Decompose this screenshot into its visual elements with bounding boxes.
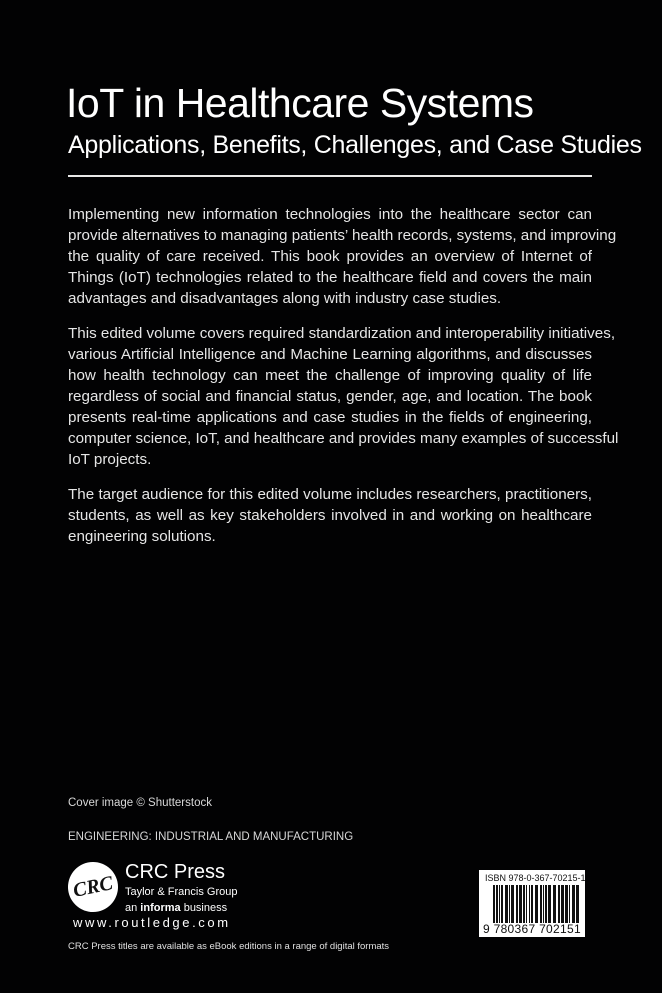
barcode-bar [529,885,530,923]
informa-line: an informa business [125,902,228,914]
divider [68,175,592,177]
barcode-bar [493,885,495,923]
barcode-bar [511,885,514,923]
barcode-bar [496,885,498,923]
barcode-bar [572,885,575,923]
paragraph [68,323,619,470]
barcode-bar [553,885,556,923]
ebook-note: CRC Press titles are available as eBook editions in a range of digital formats [68,941,390,952]
text-line: Implementing new information technologies into the healthcare sector can [68,206,592,223]
text-line: the quality of care received. This book provides an overview of Internet of [68,248,592,265]
barcode-bars [493,885,581,927]
publisher-group: Taylor & Francis Group [125,886,238,898]
cover-credit: Cover image © Shutterstock [68,797,212,809]
website-link[interactable]: www.routledge.com [73,915,231,930]
crc-logo: CRC [63,857,122,916]
text-line: advantages and disadvantages along with industry case studies. [68,290,502,307]
barcode-bar [499,885,500,923]
barcode-bar [535,885,538,923]
barcode-bar [509,885,510,923]
barcode-bar [569,885,570,923]
text-line: how health technology can meet the challenge of improving quality of life [68,367,592,384]
barcode-bar [545,885,547,923]
text-line: computer science, IoT, and healthcare and provides many examples of successful [68,430,619,447]
barcode-bar [565,885,568,923]
barcode-bar [505,885,508,923]
text-line: IoT projects. [68,451,152,468]
book-title: IoT in Healthcare Systems [66,80,534,126]
text-line: The target audience for this edited volume includes researchers, practitioners, [68,486,592,503]
text-line: provide alternatives to managing patients’ health records, systems, and improving [68,227,617,244]
barcode-bar [523,885,525,923]
text-line: This edited volume covers required standardization and interoperability initiatives, [68,325,616,342]
book-subtitle: Applications, Benefits, Challenges, and Case Studies [68,131,642,159]
text-line: Things (IoT) technologies related to the healthcare field and covers the main [68,269,592,286]
paragraph [68,204,617,309]
text-line: engineering solutions. [68,528,216,545]
barcode-bar [558,885,560,923]
barcode-bar [526,885,527,923]
text-line: various Artificial Intelligence and Machine Learning algorithms, and discusses [68,346,592,363]
barcode-bar [501,885,503,923]
barcode-digits: 9 780367 702151 [483,922,581,936]
barcode-bar [548,885,551,923]
text-line: presents real-time applications and case studies in the fields of engineering, [68,409,592,426]
paragraph [68,484,592,547]
barcode-bar [531,885,533,923]
description [68,204,619,561]
isbn-label: ISBN 978-0-367-70215-1 [485,873,586,883]
barcode-bar [540,885,542,923]
text-line: students, as well as key stakeholders involved in and working on healthcare [68,507,592,524]
barcode-bar [516,885,518,923]
barcode-bar [519,885,522,923]
publisher-name: CRC Press [125,861,226,883]
subject-category: ENGINEERING: INDUSTRIAL AND MANUFACTURING [68,831,354,843]
barcode-bar [576,885,579,923]
barcode-bar [543,885,544,923]
isbn-barcode [479,870,585,937]
text-line: regardless of social and financial status, gender, age, and location. The book [68,388,592,405]
barcode-bar [561,885,564,923]
